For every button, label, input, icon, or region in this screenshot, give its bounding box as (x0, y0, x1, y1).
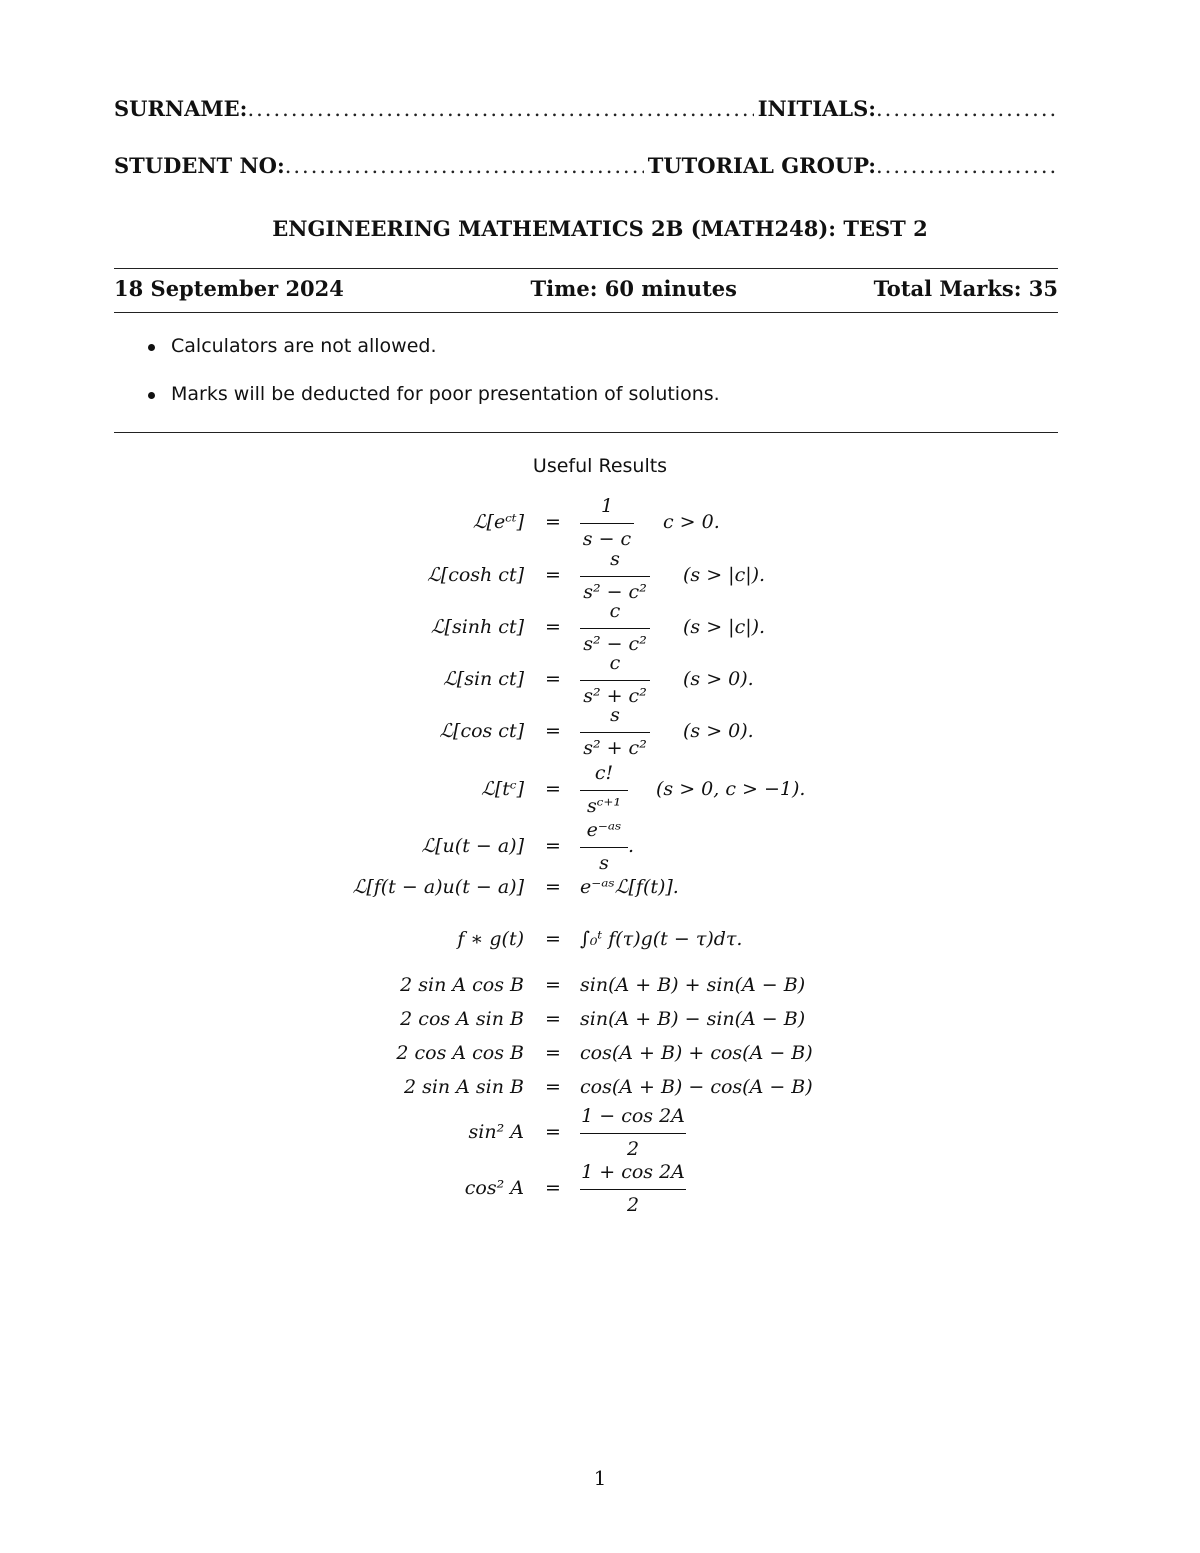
fraction-bar (580, 732, 650, 733)
formula-lhs: f ∗ g(t) (457, 928, 524, 950)
fraction-bar (580, 790, 628, 791)
formula-condition: (s > |c|). (683, 564, 766, 586)
fraction-denominator: s² − c² (583, 581, 647, 603)
equals-sign: = (545, 720, 561, 742)
fraction-numerator: 1 − cos 2A (581, 1105, 685, 1127)
student-no-row (114, 153, 1058, 178)
fraction-bar (580, 1189, 686, 1190)
equals-sign: = (545, 974, 561, 996)
equals-sign: = (545, 564, 561, 586)
fraction-denominator: s² + c² (583, 685, 647, 707)
formula-row (0, 1161, 1200, 1216)
formula-row (0, 704, 1200, 759)
fraction-numerator: 1 (600, 495, 614, 517)
formula-row (0, 548, 1200, 603)
equals-sign: = (545, 1042, 561, 1064)
formula-lhs: ℒ[sin ct] (443, 668, 524, 690)
formula-condition: (s > 0). (683, 668, 754, 690)
formula-lhs: ℒ[f(t − a)u(t − a)] (352, 876, 524, 898)
formula-row (0, 495, 1200, 550)
page-number: 1 (593, 1466, 607, 1490)
equals-sign: = (545, 1121, 561, 1143)
formula-lhs: 2 sin A cos B (400, 974, 524, 996)
formula-lhs: 2 sin A sin B (403, 1076, 524, 1098)
fraction-numerator: s (610, 548, 620, 570)
fraction-denominator: s (599, 852, 609, 874)
formula-row (0, 1105, 1200, 1160)
surname-label: SURNAME: (114, 96, 248, 121)
fraction-numerator: c (609, 652, 621, 674)
formula-lhs: ℒ[cos ct] (439, 720, 524, 742)
equals-sign: = (545, 1008, 561, 1030)
formula-row (0, 974, 1200, 996)
formula-row (0, 819, 1200, 874)
formula-row (0, 1042, 1200, 1064)
formula-rhs: cos(A + B) − cos(A − B) (580, 1076, 813, 1098)
initials-field[interactable] (876, 97, 1058, 121)
formula-row (0, 876, 1200, 898)
formula-row (0, 652, 1200, 707)
test-date: 18 September 2024 (114, 276, 344, 301)
instruction-text: Marks will be deducted for poor presentation of solutions. (171, 383, 720, 405)
bullet-icon (148, 344, 155, 351)
fraction-denominator: sᶜ⁺¹ (586, 795, 622, 817)
formula-lhs: ℒ[cosh ct] (427, 564, 524, 586)
equals-sign: = (545, 1177, 561, 1199)
instructions-list (148, 335, 720, 431)
fraction-numerator: s (610, 704, 620, 726)
student-no-label: STUDENT NO: (114, 153, 285, 178)
fraction-denominator: s − c (582, 528, 632, 550)
divider-info (114, 312, 1058, 313)
formula-row (0, 600, 1200, 655)
fraction-denominator: s² − c² (583, 633, 647, 655)
page-title: ENGINEERING MATHEMATICS 2B (MATH248): TEST 2 (272, 216, 928, 241)
surname-row (114, 96, 1058, 121)
formula-condition: c > 0. (663, 511, 720, 533)
fraction-bar (580, 847, 628, 848)
formula-condition: . (628, 835, 635, 857)
formula-rhs: sin(A + B) − sin(A − B) (580, 1008, 806, 1030)
divider-instructions (114, 432, 1058, 433)
formula-rhs: cos(A + B) + cos(A − B) (580, 1042, 813, 1064)
equals-sign: = (545, 778, 561, 800)
formula-lhs: 2 cos A sin B (400, 1008, 524, 1030)
equals-sign: = (545, 876, 561, 898)
initials-label: INITIALS: (757, 96, 876, 121)
formula-lhs: 2 cos A cos B (396, 1042, 524, 1064)
list-item (148, 335, 720, 383)
formula-rhs: e⁻ᵃˢℒ[f(t)]. (580, 876, 679, 898)
tutorial-group-label: TUTORIAL GROUP: (647, 153, 876, 178)
useful-results-heading: Useful Results (532, 455, 668, 477)
formula-row (0, 762, 1200, 817)
test-info-row (114, 276, 1058, 301)
fraction-bar (580, 523, 634, 524)
fraction-denominator: s² + c² (583, 737, 647, 759)
formula-row (0, 1008, 1200, 1030)
total-marks: Total Marks: 35 (873, 276, 1058, 301)
fraction-bar (580, 628, 650, 629)
bullet-icon (148, 392, 155, 399)
fraction-numerator: e⁻ᵃˢ (586, 819, 622, 841)
equals-sign: = (545, 616, 561, 638)
formula-rhs: ∫₀ᵗ f(τ)g(t − τ)dτ. (580, 928, 743, 950)
equals-sign: = (545, 835, 561, 857)
formula-lhs: sin² A (468, 1121, 524, 1143)
formula-lhs: ℒ[eᶜᵗ] (472, 511, 524, 533)
fraction-numerator: 1 + cos 2A (581, 1161, 685, 1183)
formula-rhs: sin(A + B) + sin(A − B) (580, 974, 806, 996)
formula-condition: (s > 0, c > −1). (656, 778, 806, 800)
equals-sign: = (545, 668, 561, 690)
equals-sign: = (545, 928, 561, 950)
formula-lhs: ℒ[u(t − a)] (421, 835, 524, 857)
test-time: Time: 60 minutes (530, 276, 737, 301)
fraction-numerator: c (609, 600, 621, 622)
surname-field[interactable] (247, 97, 753, 121)
formula-condition: (s > 0). (683, 720, 754, 742)
equals-sign: = (545, 1076, 561, 1098)
formula-lhs: ℒ[tᶜ] (481, 778, 524, 800)
formula-condition: (s > |c|). (683, 616, 766, 638)
fraction-denominator: 2 (626, 1194, 640, 1216)
instruction-text: Calculators are not allowed. (171, 335, 437, 357)
formula-lhs: cos² A (464, 1177, 524, 1199)
list-item (148, 383, 720, 431)
formula-row (0, 928, 1200, 950)
fraction-bar (580, 576, 650, 577)
divider-top (114, 268, 1058, 269)
equals-sign: = (545, 511, 561, 533)
student-no-field[interactable] (285, 154, 644, 178)
fraction-bar (580, 1133, 686, 1134)
formula-row (0, 1076, 1200, 1098)
formula-lhs: ℒ[sinh ct] (430, 616, 524, 638)
tutorial-group-field[interactable] (876, 154, 1058, 178)
fraction-numerator: c! (594, 762, 614, 784)
fraction-denominator: 2 (626, 1138, 640, 1160)
fraction-bar (580, 680, 650, 681)
